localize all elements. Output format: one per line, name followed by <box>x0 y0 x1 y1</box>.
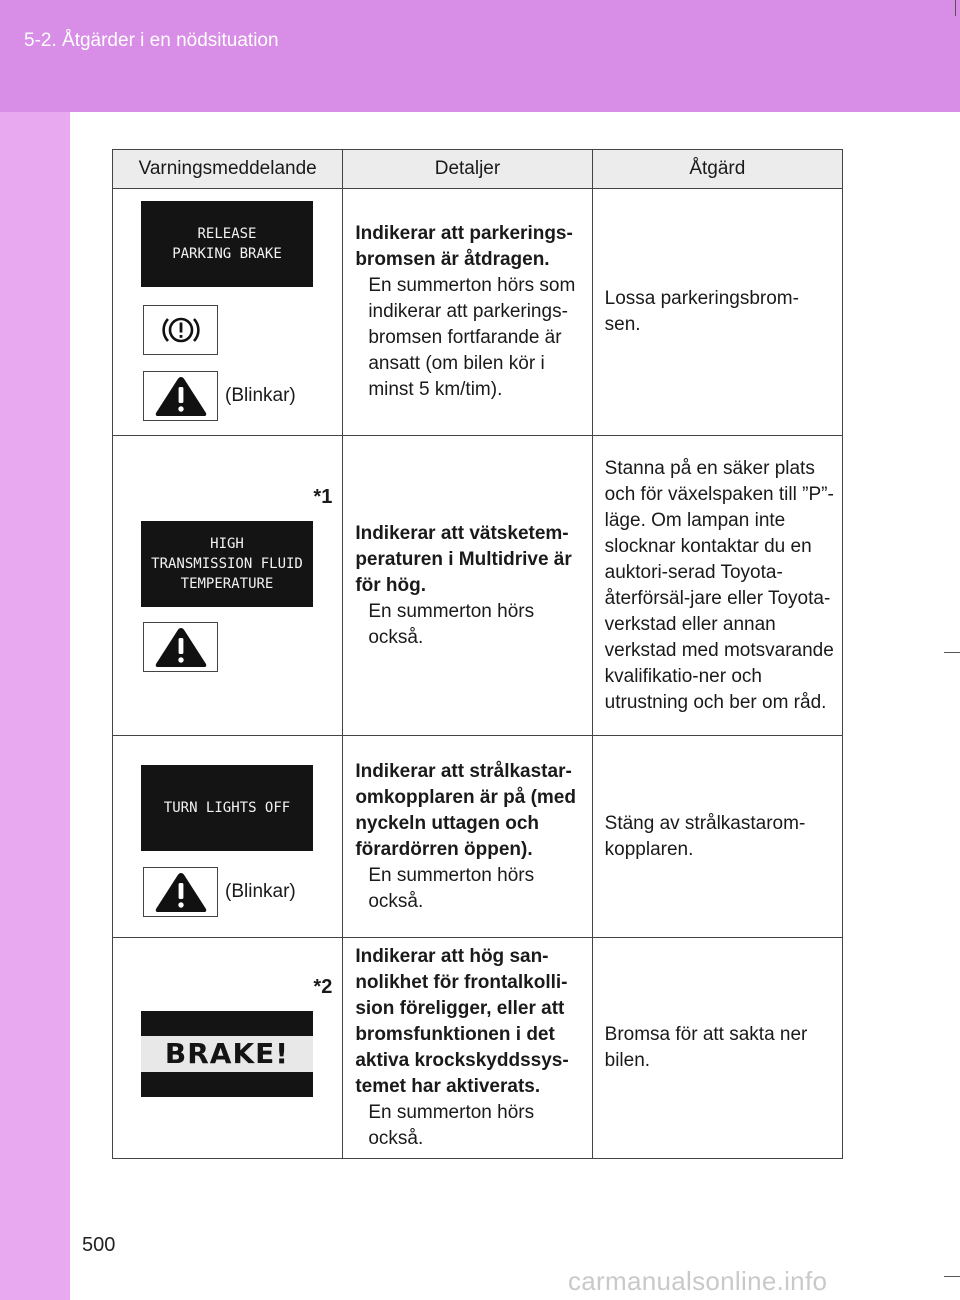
page-number: 500 <box>82 1234 116 1256</box>
warning-triangle-icon <box>143 622 218 672</box>
detail-heading: Indikerar att vätsketem-peraturen i Multidrive är för hög. <box>355 522 572 596</box>
brake-warning-text: BRAKE! <box>141 1036 313 1072</box>
action-cell <box>592 938 842 1159</box>
action-text: Stanna på en säker plats och för växelspaken till ”P”-läge. Om lampan inte slocknar kontaktar du en auktori-serad Toyota-återförsäl-jare eller Toyota-verkstad eller annan verkstad med motsvarande kvalifikatio-ner och utrustning och ber om råd. <box>604 457 834 713</box>
action-text: Stäng av strålkastarom-kopplaren. <box>604 812 806 860</box>
crop-mark <box>944 652 960 653</box>
footnote-marker: *2 <box>313 976 333 998</box>
warning-message-cell <box>113 189 343 436</box>
detail-heading: Indikerar att hög san-nolikhet för frontalkolli-sion föreligger, eller att bromsfunktionen i det aktiva krockskyddssys-temet har aktiverats. <box>355 946 569 1097</box>
side-band <box>0 112 70 1300</box>
details-cell <box>343 436 592 736</box>
warning-triangle-icon <box>143 867 218 917</box>
message-display <box>141 201 313 287</box>
warning-message-cell <box>113 736 343 938</box>
table-row <box>113 189 843 436</box>
table-header-row <box>113 150 843 189</box>
detail-heading: Indikerar att parkerings-bromsen är åtdragen. <box>355 223 573 270</box>
display-line: TRANSMISSION FLUID <box>151 556 303 572</box>
action-cell <box>592 736 842 938</box>
brake-circle-icon <box>143 305 218 355</box>
column-header: Varningsmeddelande <box>113 150 343 189</box>
message-display <box>141 765 313 851</box>
crop-mark <box>955 0 956 16</box>
column-header: Detaljer <box>343 150 592 189</box>
warning-triangle-icon <box>143 371 218 421</box>
action-text: Bromsa för att sakta ner bilen. <box>604 1024 808 1071</box>
action-text: Lossa parkeringsbrom-sen. <box>604 288 799 335</box>
warning-message-cell <box>113 436 343 736</box>
section-title: 5-2. Åtgärder i en nödsituation <box>24 30 279 51</box>
detail-text: En summerton hörs också. <box>368 1102 535 1149</box>
details-cell <box>343 938 592 1159</box>
display-line: TEMPERATURE <box>180 576 274 592</box>
display-line: PARKING BRAKE <box>172 246 282 262</box>
blink-label: (Blinkar) <box>225 881 296 902</box>
message-display <box>141 521 313 607</box>
footnote-marker: *1 <box>313 486 333 508</box>
display-line: RELEASE <box>197 226 257 242</box>
detail-text: En summerton hörs också. <box>368 600 535 648</box>
warning-table <box>112 149 843 1159</box>
blink-label: (Blinkar) <box>225 385 296 406</box>
detail-text: En summerton hörs som indikerar att parkerings-bromsen fortfarande är ansatt (om bilen kör i minst 5 km/tim). <box>368 275 576 400</box>
details-cell <box>343 736 592 938</box>
detail-text: En summerton hörs också. <box>368 864 535 912</box>
details-cell <box>343 189 592 436</box>
table-row <box>113 736 843 938</box>
watermark: carmanualsonline.info <box>568 1266 828 1296</box>
header-band <box>0 0 960 112</box>
table-row <box>113 938 843 1159</box>
action-cell <box>592 436 842 736</box>
detail-heading: Indikerar att strålkastar-omkopplaren är på (med nyckeln uttagen och förardörren öppen). <box>355 760 576 860</box>
action-cell <box>592 189 842 436</box>
display-line: TURN LIGHTS OFF <box>163 800 291 816</box>
table-row <box>113 436 843 736</box>
crop-mark <box>944 1276 960 1277</box>
warning-message-cell <box>113 938 343 1159</box>
display-line: HIGH <box>210 536 244 552</box>
column-header: Åtgärd <box>592 150 842 189</box>
message-display <box>141 1011 313 1097</box>
